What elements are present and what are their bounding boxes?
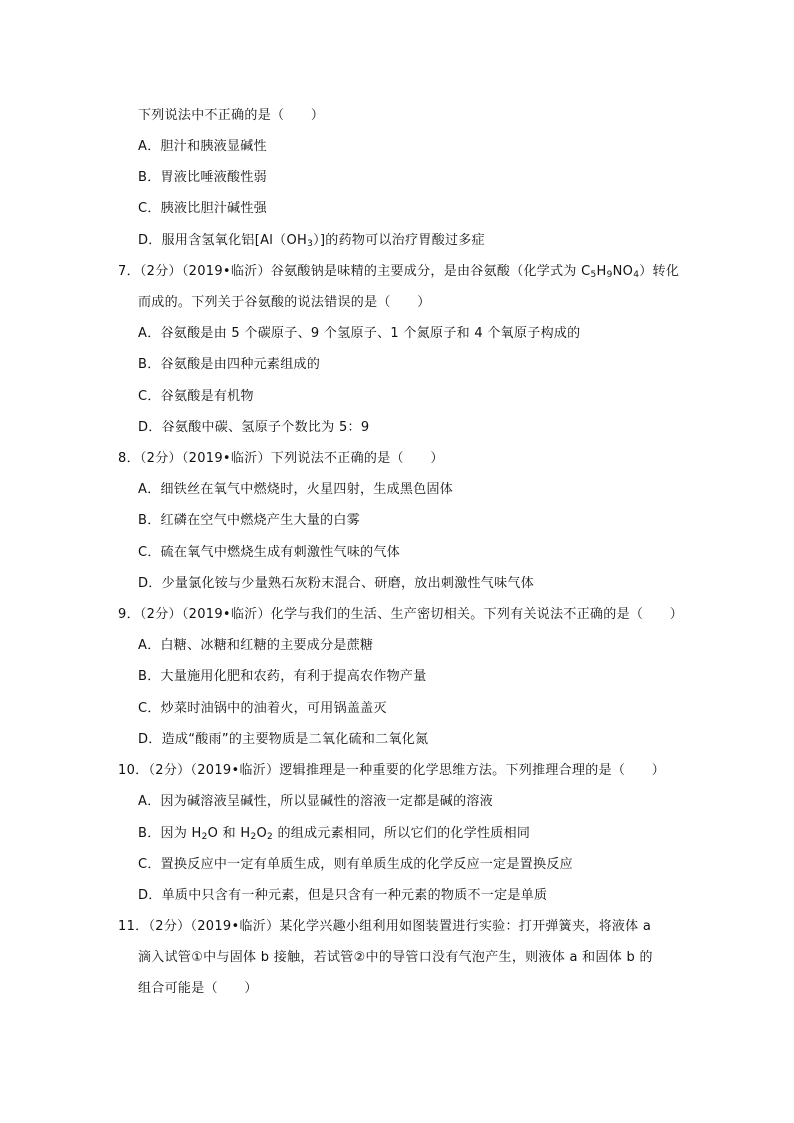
q7-option-a: A．谷氨酸是由 5 个碳原子、9 个氢原子、1 个氮原子和 4 个氧原子构成的 [138,326,581,341]
q11-stem-cont2: 组合可能是（ ） [138,981,258,996]
q9-option-d: D．造成“酸雨”的主要物质是二氧化硫和二氧化氮 [138,732,429,747]
q10-option-a: A．因为碱溶液呈碱性，所以显碱性的溶液一定都是碱的溶液 [138,794,493,809]
q10-option-d: D．单质中只含有一种元素，但是只含有一种元素的物质不一定是单质 [138,888,548,903]
q9-stem: 9．（2分）（2019•临沂）化学与我们的生活、生产密切相关。下列有关说法不正确的是（ ） [118,607,684,622]
q6-option-d: D．服用含氢氧化铝$[Al(OH_3)]$的药物可以治疗胃酸过多症 [138,233,485,249]
q10-stem: 10．（2分）（2019•临沂）逻辑推理是一种重要的化学思维方法。下列推理合理的是（ ） [118,763,666,778]
q7-option-d: D．谷氨酸中碳、氢原子个数比为 5：9 [138,420,370,435]
q8-option-d: D．少量氯化铵与少量熟石灰粉末混合、研磨，放出刺激性气味气体 [138,576,535,591]
q8-option-b: B．红磷在空气中燃烧产生大量的白雾 [138,513,361,528]
q9-option-a: A．白糖、冰糖和红糖的主要成分是蔗糖 [138,638,374,653]
q8-stem: 8．（2分）（2019•临沂）下列说法不正确的是（ ） [118,451,444,466]
q9-option-b: B．大量施用化肥和农药，有利于提高农作物产量 [138,669,427,684]
q10-option-c: C．置换反应中一定有单质生成，则有单质生成的化学反应一定是置换反应 [138,857,573,872]
q8-option-a: A．细铁丝在氧气中燃烧时，火星四射，生成黑色固体 [138,482,454,497]
q6-option-a: A．胆汁和胰液显碱性 [138,139,267,154]
q11-stem-cont: 滴入试管①中与固体 b 接触，若试管②中的导管口没有气泡产生，则液体 a 和固体 b 的 [138,950,653,965]
q7-option-c: C．谷氨酸是有机物 [138,389,254,404]
q6-option-b: B．胃液比唾液酸性弱 [138,170,267,185]
q11-stem: 11．（2分）（2019•临沂）某化学兴趣小组利用如图装置进行实验：打开弹簧夹，将液体 a [118,919,652,934]
q10-option-b: B．因为 $H_2O$ 和 $H_2O_2$ 的组成元素相同，所以它们的化学性质相同 [138,826,531,842]
q7-stem: 7．（2分）（2019•临沂）谷氨酸钠是味精的主要成分，是由谷氨酸（化学式为 $C_5H_9NO_4$）转化 [118,264,680,280]
q7-option-b: B．谷氨酸是由四种元素组成的 [138,357,321,372]
q6-option-c: C．胰液比胆汁碱性强 [138,201,268,216]
q6-stem: 下列说法中不正确的是（ ） [138,108,325,123]
q8-option-c: C．硫在氧气中燃烧生成有刺激性气味的气体 [138,545,401,560]
q9-option-c: C．炒菜时油锅中的油着火，可用锅盖盖灭 [138,701,387,716]
q7-stem-cont: 而成的。下列关于谷氨酸的说法错误的是（ ） [138,295,431,310]
